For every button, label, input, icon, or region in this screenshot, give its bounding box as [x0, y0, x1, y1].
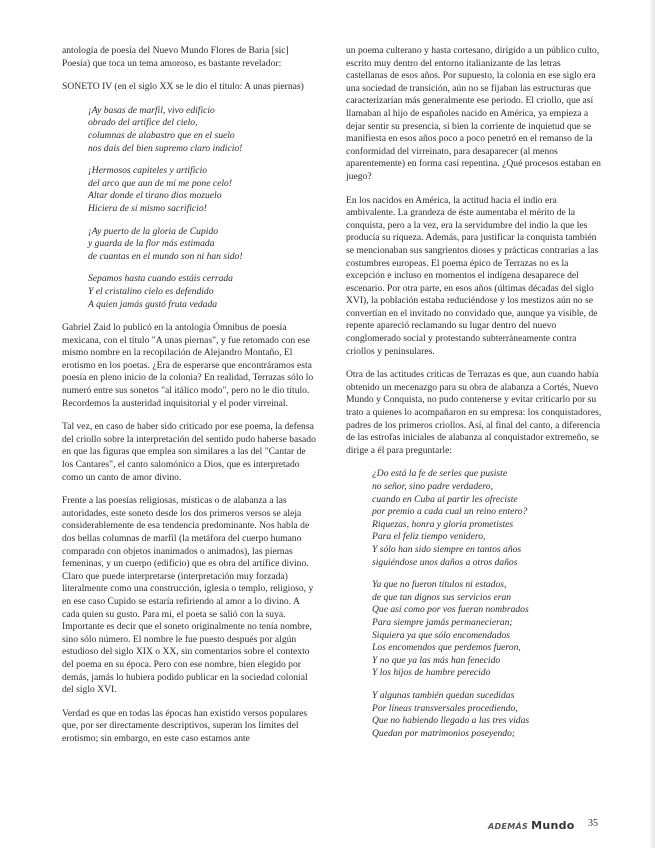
- poem-line: cuando en Cuba al partir les ofreciste: [372, 493, 518, 505]
- page-number: 35: [588, 818, 598, 829]
- poem-line: Por líneas transversales procediendo,: [372, 702, 518, 714]
- poem-line: obrado del artífice del cielo,: [88, 117, 198, 129]
- right-column: [346, 45, 602, 751]
- poem-line: de cuantas en el mundo son ni han sido!: [88, 250, 243, 262]
- body-paragraph: Tal vez, en caso de haber sido criticado por ese poema, la defensa del criollo sobre la interpretación del sentido pudo haberse basado en que las figuras que emplea son similares a las del "Cantar de los Cantares", el canto salomónico a Dios, que es interpretado como un canto de amor divino.: [62, 421, 316, 483]
- poem-line: ¡Ay basas de marfil, vivo edificio: [88, 104, 215, 116]
- poem-line: Para el feliz tiempo venidero,: [372, 531, 486, 543]
- poem-line: no señor, sino padre verdadero,: [372, 481, 493, 492]
- poem-line: Altar donde el tirano dios mozuelo: [88, 190, 222, 202]
- poem-line: ¡Ay puerto de la gloria de Cupido: [88, 225, 219, 237]
- poem-line: Y el cristalino cielo es defendido: [88, 285, 214, 297]
- poem-line: Los encomendos que perdemos fueron,: [372, 642, 521, 654]
- poem-line: ¿Do está la fe de serles que pusiste: [372, 468, 508, 480]
- poem-line: y guarda de la flor más estimada: [88, 238, 215, 250]
- body-paragraph: Verdad es que en todas las épocas han existido versos populares que, por ser directamente descriptivos, superan los límites del erotismo; sin embargo, en este caso estamos ante: [62, 707, 308, 744]
- poem-line: de que tan dignos sus servicios eran: [372, 591, 512, 603]
- poem-line: Hiciera de sí mismo sacrificio!: [88, 202, 207, 214]
- poem-line: A quien jamás gustó fruta vedada: [88, 298, 218, 310]
- intro-paragraph: antología de poesía del Nuevo Mundo Flores de Baria [sic] Poesía) que toca un tema amoroso, es bastante revelador:: [62, 45, 289, 69]
- body-paragraph: En los nacidos en América, la actitud hacia el indio era ambivalente. La grandeza de éste aumentaba el mérito de la conquista, pero a la vez, era la servidumbre del indio la que les producía su riqueza. Además, para justificar la conquista también se mencionaban sus sangrientos dioses y prácticas contrarias a las costumbres europeas. El poema épico de Terrazas no es la excepción e incluso en momentos el indígena desaparece del escenario. Por otra parte, en esos años (últimas décadas del siglo XVI), la población estaba reduciéndose y los mestizos aún no se convertían en el invitado no convidado que, aunque ya visible, de repente apareció reclamando su lugar dentro del nuevo conglomerado social y protestando subterráneamente contra criollos y peninsulares.: [346, 194, 599, 357]
- poem-line: siguiéndose unos daños a otros daños: [372, 556, 518, 568]
- poem-line: Siquiera ya que sólo encomendados: [372, 629, 511, 641]
- poem-line: Y sólo han sido siempre en tantos años: [372, 543, 522, 555]
- poem-line: Para siempre jamás permanecieran;: [372, 616, 513, 628]
- poem-line: Que no habiendo llegado a las tres vidas: [372, 715, 530, 727]
- poem-stanza: [88, 165, 318, 215]
- body-paragraph: un poema culterano y hasta cortesano, dirigido a un público culto, escrito muy dentro del entorno italianizante de las letras castellanas de esos años. Por supuesto, la colonia en ese siglo era una sociedad de transición, aún no se fijaban las estructuras que caracterizarían más generalmente ese periodo. El criollo, que así llamaban al hijo de españoles nacido en América, ya empieza a dejar sentir su presencia, si bien la corriente de inquietud que se manifiesta en esos años poco a poco penetró en el remanso de la conformidad del virreinato, para desaparecer (al menos aparentemente) en forma casi repentina. ¿Qué procesos estaban en juego?: [346, 45, 601, 182]
- poem-stanza: [88, 273, 318, 311]
- poem-stanza: [88, 105, 318, 155]
- poem-stanza: [372, 690, 602, 740]
- epic-poem-excerpt: [372, 468, 602, 740]
- poem-line: Ya que no fueron títulos ni estados,: [372, 579, 507, 591]
- sonnet-heading: SONETO IV (en el siglo XX se le dio el título: A unas piernas): [62, 81, 304, 93]
- poem-stanza: [372, 579, 602, 680]
- poem-stanza: [88, 226, 318, 264]
- poem-line: Riquezas, honra y gloria prometistes: [372, 518, 514, 530]
- poem-line: Y no que ya las más han fenecido: [372, 654, 501, 666]
- body-paragraph: Otra de las actitudes críticas de Terrazas es que, aun cuando había obtenido un mecenazgo para su obra de alabanza a Cortés, Nuevo Mundo y Conquista, no pudo contenerse y evitar criticarlo por su trato a quienes lo acompañaron en su empresa: los conquistadores, padres de los primeros criollos. Así, al final del canto, a diferencia de las estrofas iniciales de alabanza al conquistador extremeño, se dirige a él para preguntarle:: [346, 369, 602, 456]
- poem-stanza: [372, 468, 602, 569]
- page-footer: [0, 815, 655, 835]
- sonnet-poem: [88, 105, 318, 311]
- left-paragraphs: [62, 322, 318, 745]
- poem-line: Y los hijos de hambre perecido: [372, 667, 491, 679]
- poem-line: ¡Hermosos capiteles y artificio: [88, 165, 208, 177]
- scan-edge-shadow: [649, 0, 655, 848]
- body-paragraph: Gabriel Zaid lo publicó en la antología Ómnibus de poesía mexicana, con el título "A unas piernas", y fue retomado con ese mismo nombre en la recopilación de Alejandro Montaño, El erotismo en los poetas. ¿Era de esperarse que encontráramos esta poesía en pleno inicio de la colonia? En realidad, Terrazas sólo lo numeró entre sus sonetos "al itálico modo", pero no le dio título. Recordemos la austeridad inquisitorial y el poder virreinal.: [62, 322, 314, 409]
- poem-line: Sepamos hasta cuando estáis cerrada: [88, 273, 233, 285]
- poem-line: por premio a cada cual un reino entero?: [372, 506, 528, 518]
- body-paragraph: Frente a las poesías religiosas, místicas o de alabanza a las autoridades, este soneto desde los dos primeros versos se aleja considerablemente de esa tendencia predominante. Nos habla de dos bellas columnas de marfil (la metáfora del cuerpo humano comparado con objetos inanimados o animados), las piernas femeninas, y un cuerpo (edificio) que es obra del artífice divino. Claro que puede interpretarse (interpretación muy forzada) literalmente como una construcción, iglesia o templo, religioso, y en ese caso Cupido se estaría refiriendo al amor a lo divino. A cada quien su gusto. Para mí, el poeta se salió con la suya. Importante es decir que el soneto originalmente no tenía nombre, sino sólo número. El nombre le fue puesto después por algún estudioso del siglo XIX o XX, sin comentarios sobre el contexto del poema en su época. Pero con ese nombre, bien elegido por demás, jamás lo hubiera podido publicar en la sociedad colonial del siglo XVI.: [62, 495, 314, 696]
- right-paragraphs: [346, 45, 602, 457]
- left-column: [62, 45, 318, 757]
- poem-line: columnas de alabastro que en el suelo: [88, 129, 235, 141]
- magazine-logo: ADEMÁS Mundo: [488, 819, 575, 832]
- poem-line: del arco que aun de mí me pone celo!: [88, 177, 233, 189]
- poem-line: Que así como por vos fueran nombrados: [372, 604, 529, 616]
- poem-line: Quedan por matrimonios poseyendo;: [372, 727, 516, 739]
- poem-line: Y algunas también quedan sucedidas: [372, 689, 515, 701]
- poem-line: nos dais del bien supremo claro indicio!: [88, 142, 243, 154]
